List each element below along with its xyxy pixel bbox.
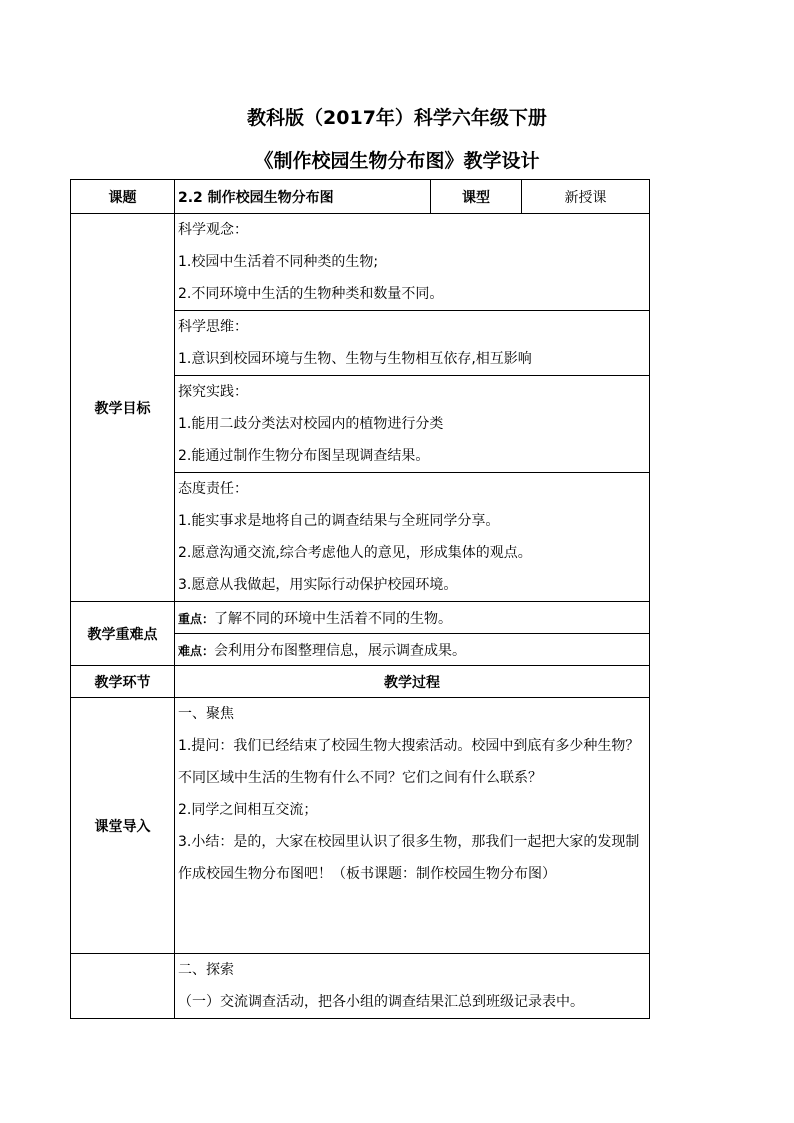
intro-paragraph: 1.提问：我们已经结束了校园生物大搜索活动。校园中到底有多少种生物？不同区域中生活的生物有什么不同？它们之间有什么联系？ [178,738,640,786]
intro-cell [175,698,650,954]
science-thinking-item: 1.意识到校园环境与生物、生物与生物相互依存,相互影响 [178,351,532,367]
explore-heading: 二、探索 [178,962,234,978]
course-info-row [71,180,650,214]
science-concept-cell [175,214,650,311]
attitude-cell [175,473,650,602]
teaching-stage-label: 教学环节 [71,666,175,698]
lesson-type-value: 新授课 [522,180,650,214]
attitude-item: 1.能实事求是地将自己的调查结果与全班同学分享。 [178,513,500,529]
science-concept-item: 1.校园中生活着不同种类的生物; [178,254,379,270]
attitude-item: 2.愿意沟通交流,综合考虑他人的意见，形成集体的观点。 [178,545,532,561]
intro-label: 课堂导入 [71,698,175,954]
attitude-heading: 态度责任： [178,481,248,497]
course-value: 2.2 制作校园生物分布图 [175,180,431,214]
document-title-line2: 《制作校园生物分布图》教学设计 [254,150,540,172]
course-label: 课题 [71,180,175,214]
goal-science-concept-row [71,214,650,311]
inquiry-cell [175,376,650,473]
teaching-goals-label: 教学目标 [71,214,175,602]
lesson-type-label: 课型 [431,180,522,214]
attitude-item: 3.愿意从我做起，用实际行动保护校园环境。 [178,577,458,593]
science-thinking-cell [175,311,650,376]
inquiry-heading: 探究实践： [178,384,248,400]
focus-text: 了解不同的环境中生活着不同的生物。 [214,610,453,627]
process-header-row [71,666,650,698]
key-focus-row [71,602,650,634]
explore-item: （一）交流调查活动，把各小组的调查结果汇总到班级记录表中。 [178,994,584,1010]
focus-label: 重点： [178,611,215,626]
explore-row [71,954,650,1019]
difficulty-label: 难点： [178,643,215,658]
focus-cell [175,602,650,634]
difficulty-text: 会利用分布图整理信息，展示调查成果。 [214,642,467,659]
difficulty-cell [175,634,650,666]
science-concept-heading: 科学观念： [178,222,248,238]
lesson-plan-table [70,179,650,1019]
inquiry-item: 2.能通过制作生物分布图呈现调查结果。 [178,448,430,464]
explore-label-cell [71,954,175,1019]
intro-row [71,698,650,954]
science-concept-item: 2.不同环境中生活的生物种类和数量不同。 [178,286,444,302]
inquiry-item: 1.能用二歧分类法对校园内的植物进行分类 [178,416,444,432]
intro-heading: 一、聚焦 [178,706,234,722]
intro-paragraph: 2.同学之间相互交流； [178,802,318,818]
key-points-label: 教学重难点 [71,602,175,666]
document-title-line1: 教科版（2017年）科学六年级下册 [247,107,547,129]
science-thinking-heading: 科学思维： [178,319,248,335]
explore-cell [175,954,650,1019]
teaching-process-label: 教学过程 [175,666,650,698]
intro-paragraph: 3.小结：是的，大家在校园里认识了很多生物，那我们一起把大家的发现制作成校园生物分布图吧！（板书课题：制作校园生物分布图） [178,834,640,882]
